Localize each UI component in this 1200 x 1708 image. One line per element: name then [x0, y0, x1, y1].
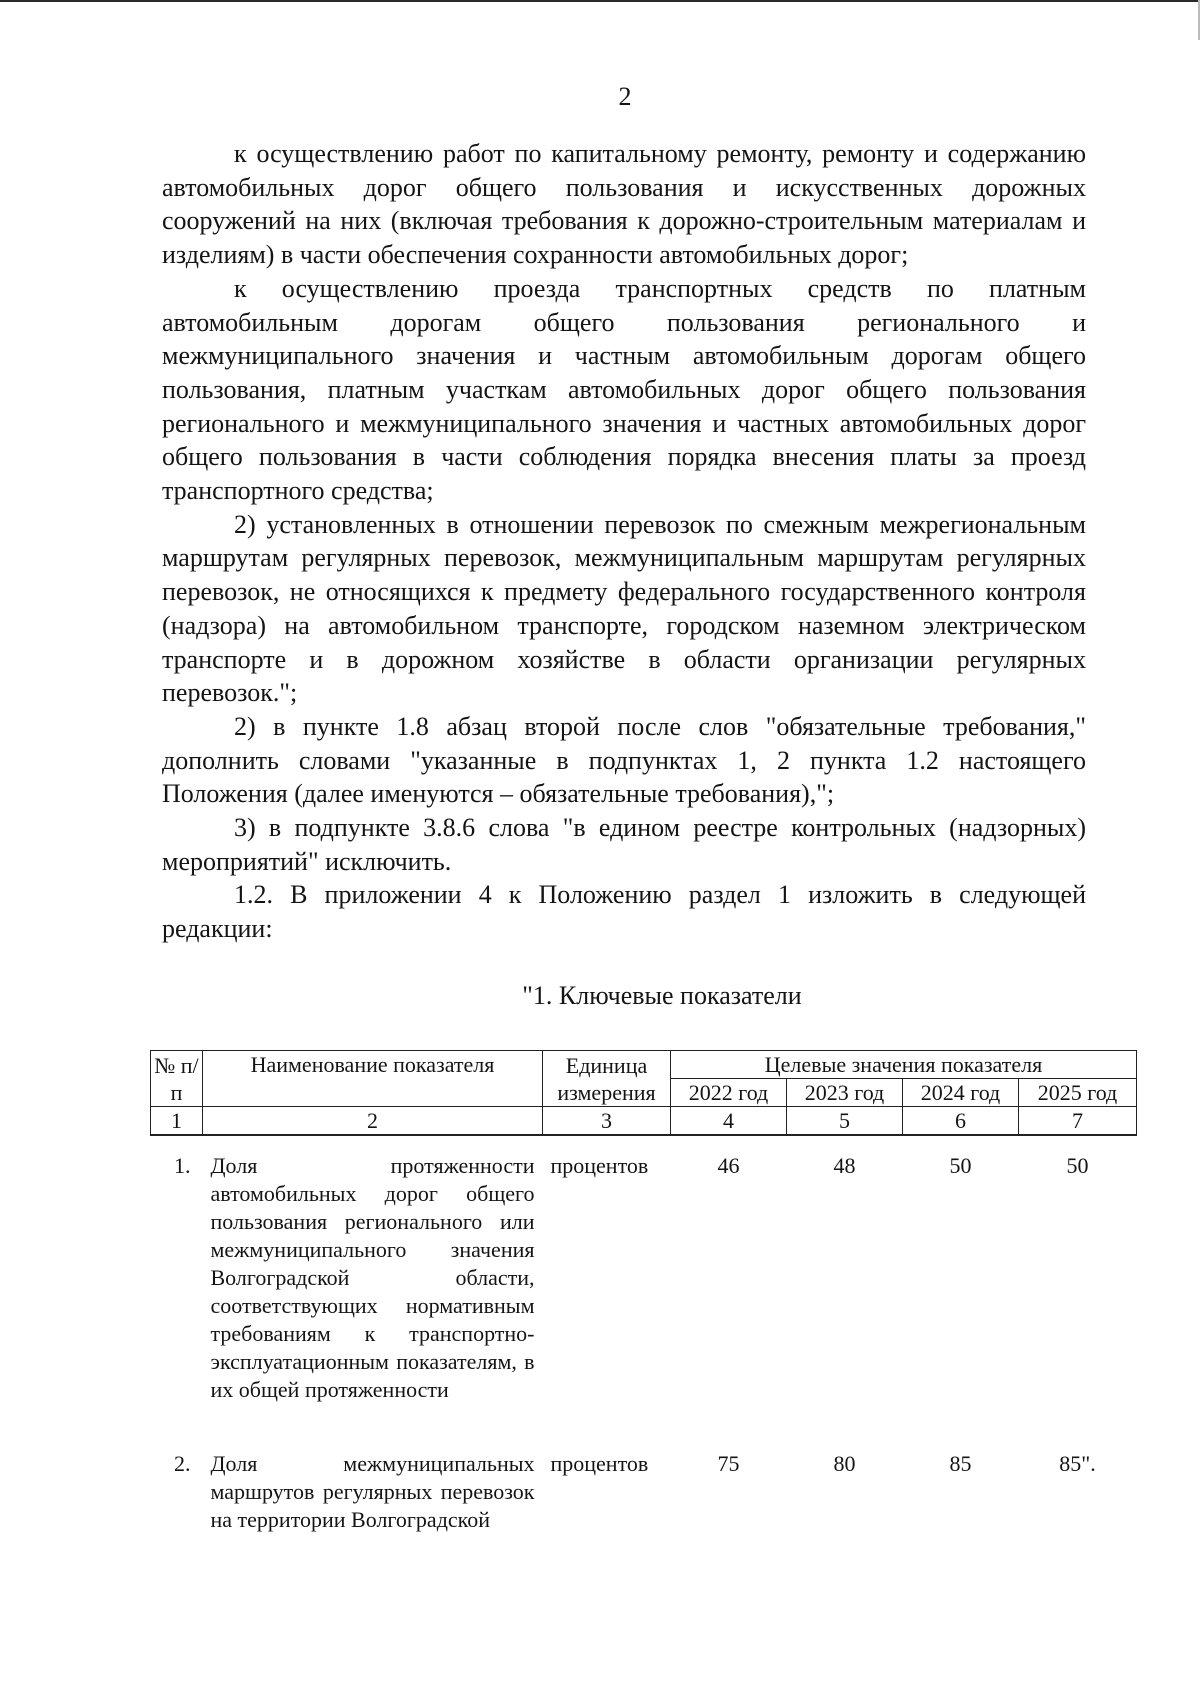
- column-numbers-row: [151, 1107, 1137, 1136]
- key-indicators-table: [150, 1050, 1137, 1534]
- header-year-2025: 2025 год: [1019, 1079, 1137, 1107]
- header-year-2023: 2023 год: [787, 1079, 903, 1107]
- paragraph-3: 2) установленных в отношении перевозок по смежным межрегиональным маршрутам регулярных перевозок, межмуниципальным маршрутам регулярных перевозок, не относящихся к предмету федерального государственного контроля (надзора) на автомобильном транспорте, городском наземном электрическом транспорте и в дорожном хозяйстве в области организации регулярных перевозок.";: [162, 509, 1086, 708]
- row-spacer: [151, 1404, 1137, 1434]
- header-unit: Единица измерения: [543, 1051, 671, 1107]
- header-year-2024: 2024 год: [903, 1079, 1019, 1107]
- header-target-values: Целевые значения показателя: [671, 1051, 1137, 1079]
- column-number: 2: [203, 1107, 543, 1136]
- scan-edge-top: [0, 0, 1200, 2]
- header-year-2022: 2022 год: [671, 1079, 787, 1107]
- value-2025: 85".: [1059, 1451, 1096, 1476]
- table-title: "1. Ключевые показатели: [522, 981, 802, 1010]
- paragraph-1: к осуществлению работ по капитальному ремонту, ремонту и содержанию автомобильных дорог общего пользования и искусственных дорожных сооружений на них (включая требования к дорожно-строительным материалам и изделиям) в части обеспечения сохранности автомобильных дорог;: [162, 139, 1086, 270]
- page-number: 2: [618, 82, 632, 111]
- value-2025: 50: [1066, 1153, 1089, 1178]
- table-row: [151, 1135, 1137, 1404]
- column-number: 1: [151, 1107, 203, 1136]
- paragraph-5: 3) в подпункте 3.8.6 слова "в едином реестре контрольных (надзорных) мероприятий" исключить.: [162, 813, 1086, 876]
- column-number: 7: [1019, 1107, 1137, 1136]
- column-number: 5: [787, 1107, 903, 1136]
- header-name: Наименование показателя: [203, 1051, 543, 1107]
- paragraph-6: 1.2. В приложении 4 к Положению раздел 1 изложить в следующей редакции:: [162, 880, 1086, 944]
- indicator-name: Доля протяженности автомобильных дорог общего пользования регионального или межмуниципального значения Волгоградской области, соответствующих нормативным требованиям к транспортно-эксплуатационным показателям, в их общей протяженности: [210, 1153, 535, 1402]
- paragraph-2: к осуществлению проезда транспортных средств по платным автомобильным дорогам общего пользования регионального и межмуниципального значения и частным автомобильным дорогам общего пользования, платным участкам автомобильных дорог общего пользования регионального и межмуниципального значения и частных автомобильных дорог общего пользования в части соблюдения порядка внесения платы за проезд транспортного средства;: [162, 273, 1086, 506]
- indicator-name: Доля межмуниципальных маршрутов регулярных перевозок на территории Волгоградской: [210, 1451, 535, 1532]
- value-2022: 75: [717, 1451, 740, 1476]
- paragraph-4: 2) в пункте 1.8 абзац второй после слов "обязательные требования," дополнить словами "указанные в подпунктах 1, 2 пункта 1.2 настоящего Положения (далее именуются – обязательные требования),";: [162, 711, 1086, 809]
- indicator-unit: процентов: [550, 1451, 649, 1476]
- value-2024: 85: [949, 1451, 972, 1476]
- column-number: 6: [903, 1107, 1019, 1136]
- value-2023: 80: [833, 1451, 856, 1476]
- column-number: 3: [543, 1107, 671, 1136]
- value-2023: 48: [833, 1153, 856, 1178]
- row-number: 1.: [174, 1153, 191, 1178]
- value-2022: 46: [717, 1153, 740, 1178]
- row-number: 2.: [174, 1451, 191, 1476]
- indicator-unit: процентов: [550, 1153, 649, 1178]
- column-number: 4: [671, 1107, 787, 1136]
- value-2024: 50: [949, 1153, 972, 1178]
- header-num: № п/п: [151, 1051, 203, 1107]
- table-row: [151, 1434, 1137, 1534]
- document-body: [162, 137, 1086, 946]
